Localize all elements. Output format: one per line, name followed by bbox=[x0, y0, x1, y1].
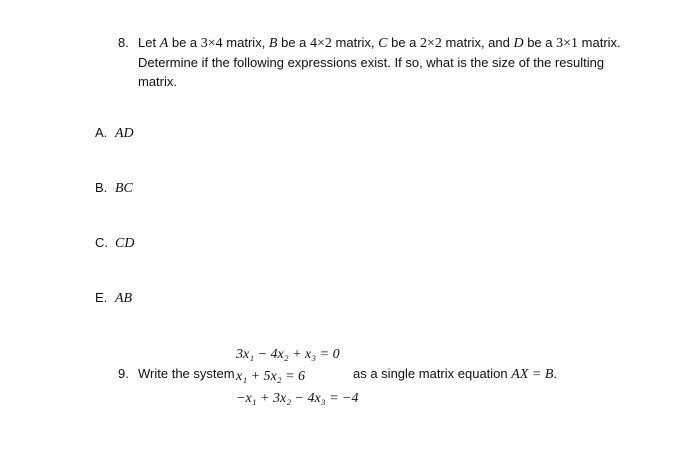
q8-text-4: be a bbox=[277, 35, 311, 50]
q8-text-2: be a bbox=[168, 35, 201, 50]
option-b bbox=[95, 180, 133, 197]
option-label: B. bbox=[95, 180, 108, 195]
q8-text-9: matrix. Determine if the following expressions exist. If so, what is the size of the resulting matrix. bbox=[138, 35, 621, 89]
question-9-lead-text: Write the system bbox=[138, 366, 235, 381]
equation-system bbox=[236, 344, 358, 410]
matrix-c-size: 2×2 bbox=[420, 36, 442, 51]
option-e bbox=[95, 290, 132, 307]
question-8-text bbox=[138, 33, 638, 91]
q8-text-5: matrix, bbox=[331, 35, 379, 50]
matrix-b-size: 4×2 bbox=[310, 36, 332, 51]
question-9-period: . bbox=[553, 366, 558, 381]
option-label: A. bbox=[95, 125, 108, 140]
question-9-number: 9. bbox=[118, 366, 129, 381]
question-9-tail bbox=[353, 366, 557, 383]
q8-text-1: Let bbox=[138, 35, 160, 50]
option-label: E. bbox=[95, 290, 108, 305]
matrix-c-symbol: C bbox=[378, 36, 388, 51]
matrix-d-symbol: D bbox=[513, 36, 524, 51]
option-c bbox=[95, 235, 134, 252]
question-8-number: 8. bbox=[118, 35, 129, 50]
equation-3: −x₁ + 3x₂ − 4x₃ = −4 bbox=[236, 391, 359, 406]
q8-text-8: be a bbox=[523, 35, 557, 50]
question-9-tail-text: as a single matrix equation bbox=[353, 366, 508, 381]
q8-text-6: be a bbox=[387, 35, 421, 50]
matrix-b-symbol: B bbox=[268, 36, 278, 51]
option-expression: AD bbox=[115, 126, 134, 141]
q8-text-7: matrix, and bbox=[441, 35, 514, 50]
matrix-equation: AX = B bbox=[511, 367, 554, 382]
matrix-a-size: 3×4 bbox=[200, 36, 223, 51]
option-label: C. bbox=[95, 235, 108, 250]
option-expression: AB bbox=[115, 291, 133, 306]
equation-1: 3x₁ − 4x₂ + x₃ = 0 bbox=[236, 347, 340, 362]
matrix-d-size: 3×1 bbox=[556, 36, 579, 51]
option-a bbox=[95, 125, 134, 142]
q8-text-3: matrix, bbox=[222, 35, 269, 50]
option-expression: CD bbox=[115, 236, 135, 251]
equation-2: x₁ + 5x₂ = 6 bbox=[236, 369, 306, 384]
option-expression: BC bbox=[115, 181, 133, 196]
question-8 bbox=[118, 33, 638, 91]
matrix-a-symbol: A bbox=[159, 36, 169, 51]
